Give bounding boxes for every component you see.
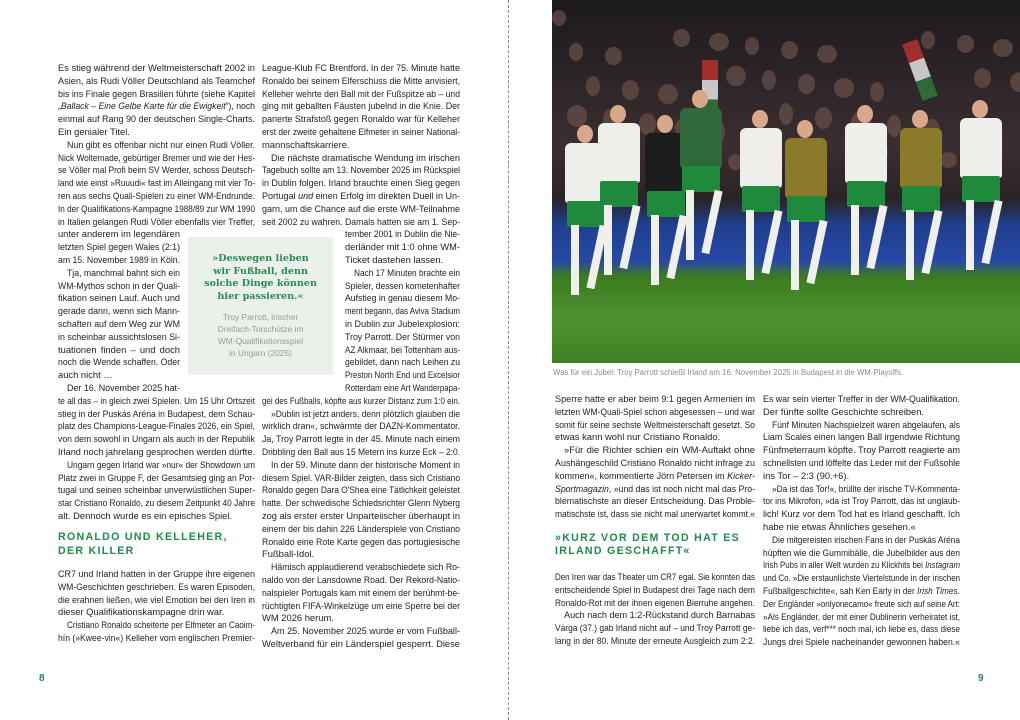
text-line: Nach 17 Minuten brachte ein bbox=[354, 266, 460, 278]
attribution-line: Troy Parrott, irischer bbox=[222, 312, 299, 323]
player-part bbox=[785, 138, 827, 198]
text-line: League-Klub FC Brentford. In der 75. Minute hatte bbox=[262, 62, 460, 73]
text-run: „ bbox=[58, 100, 61, 112]
text-line: Ein genialer Titel. bbox=[58, 126, 130, 137]
player-part bbox=[981, 200, 1002, 264]
text-line: parierte Strafstoß gegen Ronaldo war für Kelleher bbox=[262, 113, 460, 125]
player-part bbox=[966, 200, 974, 270]
text-run: kommen«, kommentierte Jörn Petersen im bbox=[555, 469, 728, 481]
crowd-spectator bbox=[586, 76, 600, 96]
crowd-spectator bbox=[993, 39, 1013, 57]
text-line: auch nicht … bbox=[58, 369, 113, 381]
text-line: derländer mit 1:0 ohne WM- bbox=[345, 241, 460, 253]
text-line: Irland noch jahrelang gesprochen werden dürfte. bbox=[58, 446, 255, 457]
text-line: Es war sein vierter Treffer in der WM-Qualifikation. bbox=[763, 393, 960, 404]
text-line: fikation seinen Lauf. Auch und bbox=[58, 292, 180, 304]
text-line: AZ Alkmaar, bei Tottenham aus- bbox=[345, 343, 460, 355]
player-part bbox=[740, 128, 782, 188]
text-line: schaften auf dem Weg zur WM bbox=[58, 318, 180, 329]
hungarian-flag-scarf bbox=[902, 39, 938, 101]
player-part bbox=[571, 225, 579, 295]
italic-text: Ballack – Eine Gelbe Karte für die Ewigkeit bbox=[60, 100, 226, 112]
text-line: letzten WM-Quali-Spiel schon abgesessen – und war bbox=[555, 405, 755, 417]
player-part bbox=[806, 220, 827, 284]
text-line: wirklich dran«, schwärmte der DAZN-Kommentator. bbox=[262, 420, 460, 432]
crowd-spectator bbox=[762, 70, 776, 90]
page-number: 9 bbox=[978, 673, 984, 684]
text-line: tugal und seinen scheinbar unverwüstlichen Super- bbox=[58, 484, 255, 496]
attribution-line: WM-Qualifikationsspiel bbox=[217, 336, 304, 347]
pull-quote-attribution bbox=[188, 311, 333, 359]
text-line: tor ins Mikrofon, »da ist Troy Parrott, das ist unglaub- bbox=[763, 495, 960, 507]
text-line: tuationen finden – und doch bbox=[58, 343, 180, 355]
crowd-spectator bbox=[870, 82, 884, 102]
crowd-spectator bbox=[605, 47, 622, 65]
player-part bbox=[847, 181, 885, 207]
section-heading-ronaldo-kelleher bbox=[58, 531, 228, 558]
right-page bbox=[510, 0, 1020, 720]
italic-text: und bbox=[298, 190, 314, 201]
text-line: Der fünfte sollte Geschichte schreiben. bbox=[763, 405, 925, 417]
text-line: Ronaldo gegen Dara O'Shea eine Tätlichkeit geleistet bbox=[262, 484, 460, 496]
celebration-photo bbox=[552, 0, 1020, 363]
text-run: . bbox=[957, 585, 960, 596]
text-line: WM-Geschichten geschrieben. Es waren Episoden, bbox=[58, 580, 255, 592]
text-line: Nun gibt es offenbar nicht nur einen Rudi Völler. bbox=[67, 138, 255, 150]
text-line: ins Tor – 2:3 (90.+6). bbox=[763, 469, 850, 481]
text-line: Asien, als Rudi Völler Deutschland als Teamchef bbox=[58, 74, 255, 86]
player-part bbox=[692, 90, 708, 108]
crowd-spectator bbox=[709, 33, 729, 51]
heading-line: IRLAND GESCHAFFT« bbox=[555, 544, 691, 557]
quote-line: solche Dinge können bbox=[204, 278, 317, 290]
player-part bbox=[742, 186, 780, 212]
text-line: Der Engländer »onlyonecamo« freute sich auf seine Art: bbox=[763, 597, 960, 609]
text-line: matischste ist, dass sie nicht mal unerwartet kommt.« bbox=[555, 508, 755, 520]
text-line: einmal auf Rang 90 der deutschen Single-Charts. bbox=[58, 113, 255, 125]
player-part bbox=[682, 166, 720, 192]
text-line: Tagebuch sollte am 13. November 2025 im Rückspiel bbox=[262, 164, 460, 176]
text-line: Ronaldo eine Rote Karte gegen das portugiesische bbox=[262, 535, 460, 547]
player-part bbox=[787, 196, 825, 222]
crowd-spectator bbox=[745, 37, 759, 55]
text-line: »Als Engländer, der mit einer Dublinerin verheiratet ist, bbox=[763, 610, 960, 622]
player-figure bbox=[777, 120, 837, 320]
crowd-spectator bbox=[834, 78, 854, 98]
text-line: mannschaftskarriere. bbox=[262, 138, 350, 150]
text-line: gerade dann, wenn sich Mann- bbox=[58, 305, 180, 317]
text-line: star Cristiano Ronaldo, zu diesem Zeitpunkt 40 Jahre bbox=[58, 497, 255, 509]
text-line: bis ins Finale gegen Brasilien führte (siehe Kapitel bbox=[58, 87, 255, 99]
text-run: “), noch bbox=[225, 100, 255, 112]
crowd-spectator bbox=[974, 68, 991, 88]
player-part bbox=[604, 205, 612, 275]
italic-text: Irish Times bbox=[917, 585, 958, 596]
text-line: lich! Kurz vor dem Tod hat es Irland geschafft. Ich bbox=[763, 508, 960, 520]
italic-text: Instagram bbox=[925, 559, 960, 571]
player-part bbox=[851, 205, 859, 275]
text-line: Cristiano Ronaldo scheiterte per Elfmeter an Caoim- bbox=[67, 619, 255, 631]
text-line: stieg in der Puskás Aréna in Budapest, dem Schau- bbox=[58, 407, 255, 419]
quote-line: hier passieren.« bbox=[217, 290, 304, 302]
text-line: Die nächste dramatische Wendung im irischen bbox=[271, 151, 460, 163]
text-line: Spieler, dessen kometenhafter bbox=[345, 279, 460, 291]
text-line: Aushängeschild Cristiano Ronaldo nicht infrage zu bbox=[555, 457, 755, 468]
text-line: entscheidende Spiel in Budapest drei Tage nach dem bbox=[555, 583, 755, 595]
player-part bbox=[651, 215, 659, 285]
text-line: alt. Dennoch wurde es ein episches Spiel. bbox=[58, 510, 233, 521]
pull-quote-text bbox=[188, 253, 333, 303]
player-part bbox=[921, 210, 942, 274]
text-line bbox=[763, 559, 960, 572]
text-line: somit für seine sechste Weltmeisterschaft gesetzt. So bbox=[555, 418, 755, 430]
text-run: Fußballgeschichte«, sah Ken Early in der bbox=[763, 585, 918, 596]
heading-line: RONALDO UND KELLEHER, bbox=[58, 531, 228, 543]
text-line: Kelleher wehrte den Ball mit der Fußspitze ab – und bbox=[262, 87, 460, 99]
player-part bbox=[906, 210, 914, 280]
text-line: Der 16. November 2025 hat- bbox=[67, 382, 180, 393]
text-line: Ticket dastehen lassen. bbox=[345, 254, 444, 265]
text-line: naldo von der Lansdowne Road. Der Rekord-Natio- bbox=[262, 574, 460, 585]
text-line: platz des Champions-League-Finales 2026, ein Spiel, bbox=[58, 420, 255, 432]
text-line: in scheinbar aussichtslosen Si- bbox=[58, 330, 180, 342]
player-part bbox=[600, 181, 638, 207]
text-line: schnellsten und löffelte das Leder mit der Fußsohle bbox=[763, 457, 960, 468]
section-heading-kurz-vor-dem-tod bbox=[555, 532, 740, 557]
player-part bbox=[857, 105, 873, 123]
text-line: am 15. November 1989 in Köln. bbox=[58, 254, 180, 265]
player-part bbox=[845, 123, 887, 183]
text-line: te all das – in gleich zwei Spielen. Um 15 Uhr Ortszeit bbox=[58, 394, 255, 406]
text-line: Sperre hatte er aber beim 9:1 gegen Armenien im bbox=[555, 393, 755, 404]
text-line: Platz zwei in Gruppe F, der Gesamtsieg ging an Por- bbox=[58, 471, 255, 483]
text-line: tember 2001 in Dublin die Nie- bbox=[345, 228, 460, 240]
text-line bbox=[262, 190, 460, 203]
text-run: einen Erfolg im direkten Duell in Un- bbox=[313, 190, 460, 201]
text-line: nalspieler Portugals kam mit einem der berühmt-be- bbox=[262, 586, 460, 598]
crowd-spectator bbox=[781, 41, 798, 59]
player-part bbox=[752, 110, 768, 128]
text-line: zog als erster erster Unparteiischer überhaupt in bbox=[262, 510, 460, 521]
player-figure bbox=[672, 90, 732, 290]
text-line: die erahnen ließen, wie viel Emotion bei den Iren in bbox=[58, 593, 255, 605]
text-line: ren aus sechs Quali-Spielen zu einer WM-Endrunde. bbox=[58, 190, 255, 201]
page-number: 8 bbox=[39, 673, 45, 684]
text-line: Weltverband für ein Länderspiel gesperrt. Diese bbox=[262, 638, 460, 649]
text-line: WM-Mythos schon in der Quali- bbox=[58, 279, 180, 291]
text-line: Preston North End und Excelsior bbox=[345, 369, 460, 381]
italic-text: Sportmagazin bbox=[555, 482, 609, 494]
text-line: Es stieg während der Weltmeisterschaft 2002 in bbox=[58, 62, 255, 73]
player-part bbox=[680, 108, 722, 168]
crowd-spectator bbox=[569, 43, 583, 61]
text-line: in Dublin folgen. Irland brauchte einen Sieg gegen bbox=[262, 177, 460, 189]
player-figure bbox=[892, 110, 952, 310]
text-line: Ronaldo bei seinem Elferschuss die Mitte anvisiert, bbox=[262, 74, 460, 86]
text-line: »Für die Richter schien ein WM-Auftakt ohne bbox=[564, 444, 755, 456]
crowd-spectator bbox=[567, 105, 587, 127]
text-line: Nick Woltemade, gebürtiger Bremer und wie der Hes- bbox=[58, 151, 255, 163]
text-line: Tja, manchmal bahnt sich ein bbox=[67, 266, 180, 278]
text-line: letzten Spiel gegen Wales (2:1) bbox=[58, 241, 180, 253]
text-line: CR7 und Irland hatten in der Gruppe ihre eigenen bbox=[58, 568, 255, 579]
text-line bbox=[555, 470, 755, 483]
text-line: In der 59. Minute dann der historische Moment in bbox=[271, 458, 460, 470]
text-line: garn, um die Chance auf die erste WM-Teilnahme bbox=[262, 202, 460, 214]
text-line: Dribbling den Ball aus 15 Metern ins kurze Eck – 2:0. bbox=[262, 446, 460, 457]
text-line: in Italien gelangen Rudi Völler ebenfalls vier Treffer, bbox=[58, 215, 255, 227]
quote-line: wir Fußball, denn bbox=[213, 265, 308, 277]
player-part bbox=[657, 115, 673, 133]
text-line: habe nie etwas Ähnliches gesehen.« bbox=[763, 521, 916, 532]
text-line: rüchtigten FIFA-Winkelzüge um eine Sperre bei der bbox=[262, 599, 460, 611]
crowd-spectator bbox=[622, 80, 639, 100]
player-part bbox=[746, 210, 754, 280]
player-part bbox=[866, 205, 887, 269]
text-line: Die mitgereisten irischen Fans in der Puskás Aréna bbox=[772, 533, 960, 545]
player-part bbox=[598, 123, 640, 183]
attribution-line: in Ungarn (2025) bbox=[229, 348, 292, 359]
text-line bbox=[763, 585, 960, 598]
text-line: Troy Parrott. Der Stürmer von bbox=[345, 330, 460, 342]
player-part bbox=[610, 105, 626, 123]
text-line: diesem Spiel. VAR-Bilder zeigten, dass sich Cristiano bbox=[262, 471, 460, 483]
text-line: Aufstieg in genau diesem Mo- bbox=[345, 292, 460, 304]
player-part bbox=[902, 186, 940, 212]
player-part bbox=[900, 128, 942, 188]
player-part bbox=[962, 176, 1000, 202]
photo-caption: Was für ein Jubel: Troy Parrott schießt Irland am 16. November 2025 in Budapest in die WM-Playoffs. bbox=[553, 368, 904, 377]
text-line: etwas kann wohl nur Cristiano Ronaldo. bbox=[555, 431, 721, 443]
text-line: unter anderem im legendären bbox=[58, 228, 180, 240]
text-line: Várga (37.) gab Irland nicht auf – und Troy Parrott ge- bbox=[555, 622, 755, 634]
player-part bbox=[972, 100, 988, 118]
player-part bbox=[791, 220, 799, 290]
quote-line: »Deswegen lieben bbox=[212, 253, 309, 264]
attribution-line: Dreifach-Torschütze im bbox=[217, 324, 304, 335]
player-figure bbox=[952, 100, 1012, 300]
text-line: ging mit geballten Fäusten jubelnd in die Knie. Der bbox=[262, 100, 460, 112]
text-line bbox=[555, 483, 755, 496]
text-line: Ja, Troy Parrott legte in der 45. Minute nach einem bbox=[262, 433, 460, 445]
text-line: land wie einst »Ruuudi« fast im Alleingang mit vier To- bbox=[58, 177, 255, 189]
text-line: Hämisch applaudierend verabschiedete sich Ro- bbox=[271, 561, 460, 573]
player-figure bbox=[837, 105, 897, 305]
text-line: blematischste an dieser Entscheidung. Das Proble- bbox=[555, 495, 755, 507]
text-line: WM 2026 herum. bbox=[262, 612, 334, 624]
text-line: ment begann, das Aviva Stadium bbox=[345, 305, 460, 317]
crowd-spectator bbox=[817, 45, 837, 63]
text-line: lang in der 80. Minute der erneute Ausgleich zum 2:2. bbox=[555, 635, 755, 646]
text-run: , »und das ist noch nicht mal das Pro- bbox=[608, 482, 755, 494]
text-line: se Völler mal Profi beim SV Werder, schoss Deutsch- bbox=[58, 164, 255, 176]
heading-line: »KURZ VOR DEM TOD HAT ES bbox=[555, 532, 741, 544]
text-line: Fünf Minuten Nachspielzeit waren abgelaufen, als bbox=[772, 418, 960, 430]
text-line bbox=[58, 100, 255, 113]
text-run: Irish Pubs in aller Welt wurden zu Klickhits bei bbox=[763, 559, 926, 571]
crowd-spectator bbox=[726, 66, 746, 86]
heading-line: DER KILLER bbox=[58, 544, 135, 557]
text-line: Jungs drei Spiele nacheinander gewonnen haben.« bbox=[763, 636, 960, 648]
player-part bbox=[912, 110, 928, 128]
text-line: einem der bis dahin 226 Länderspiele von Cristiano bbox=[262, 522, 460, 534]
text-line: Auch nach dem 1:2-Rückstand durch Barnabas bbox=[564, 609, 755, 621]
pull-quote-box bbox=[188, 237, 333, 375]
italic-text: Kicker- bbox=[727, 469, 755, 481]
text-line: Ronaldo-Rot mit der ihnen eigenen Bierruhe angehen. bbox=[555, 596, 755, 608]
text-line: Liam Scales einen langen Ball irgendwie Richtung bbox=[763, 431, 960, 443]
text-line: Am 25. November 2025 wurde er vom Fußball- bbox=[271, 625, 460, 637]
text-line: liebe ich das, verf*** noch mal, ich liebe es, dass diese bbox=[763, 623, 960, 635]
text-line: Fußball-Idol. bbox=[262, 548, 315, 560]
text-line: Fünfmeterraum köpfte. Troy Parrott reagierte am bbox=[763, 444, 960, 456]
crowd-spectator bbox=[957, 35, 974, 53]
text-line: »Dublin ist jetzt anders, denn plötzlich glauben die bbox=[271, 407, 460, 419]
text-line: Rotterdam eine Art Wanderpapa- bbox=[345, 382, 460, 393]
text-line: gei des Fußballs, köpfte aus kurzer Distanz zum 1:0 ein. bbox=[262, 394, 460, 406]
left-page bbox=[0, 0, 509, 720]
text-line: hatte. Der schwedische Schiedsrichter Glenn Nyberg bbox=[262, 497, 460, 509]
player-part bbox=[701, 190, 722, 254]
text-line: hín (»Kwee-vin«) Kelleher vom englischen Premier- bbox=[58, 632, 255, 643]
text-line: erst der zweite gehaltene Elfmeter in seiner National- bbox=[262, 126, 460, 137]
text-line: »Da ist das Tor!«, brüllte der irische TV-Kommenta- bbox=[772, 482, 960, 494]
text-line: hüpften wie die Gummibälle, die Jubelbilder aus den bbox=[763, 546, 960, 558]
player-part bbox=[797, 120, 813, 138]
crowd-spectator bbox=[673, 29, 690, 47]
text-line: in Dublin zur Jubelexplosion: bbox=[345, 318, 460, 329]
text-line: und Co. »Die erstaunlichste Viertelstunde in der irischen bbox=[763, 572, 960, 584]
text-line: von dem sowohl in Ungarn als auch in der Republik bbox=[58, 433, 255, 445]
text-line: Den Iren war das Theater um CR7 egal. Sie konnten das bbox=[555, 571, 755, 582]
crowd-spectator bbox=[798, 74, 815, 94]
text-run: Portugal bbox=[262, 190, 299, 201]
crowd-spectator bbox=[552, 10, 566, 26]
text-line: In der Qualifikations-Kampagne 1988/89 zur WM 1990 bbox=[58, 202, 255, 214]
player-part bbox=[686, 190, 694, 260]
text-line: noch die Wende schaffen. Oder bbox=[58, 356, 180, 368]
text-line: gebildet, dann nach Leihen zu bbox=[345, 356, 460, 368]
crowd-spectator bbox=[1010, 72, 1020, 92]
player-part bbox=[960, 118, 1002, 178]
crowd-spectator bbox=[921, 31, 935, 49]
text-line: seit 2002 zu wahren. Damals hatten sie am 1. Sep- bbox=[262, 215, 460, 227]
text-line: dieser Qualifikationskampagne drin war. bbox=[58, 606, 225, 618]
text-line: Ungarn gegen Irland war »nur« der Showdown um bbox=[67, 458, 255, 470]
